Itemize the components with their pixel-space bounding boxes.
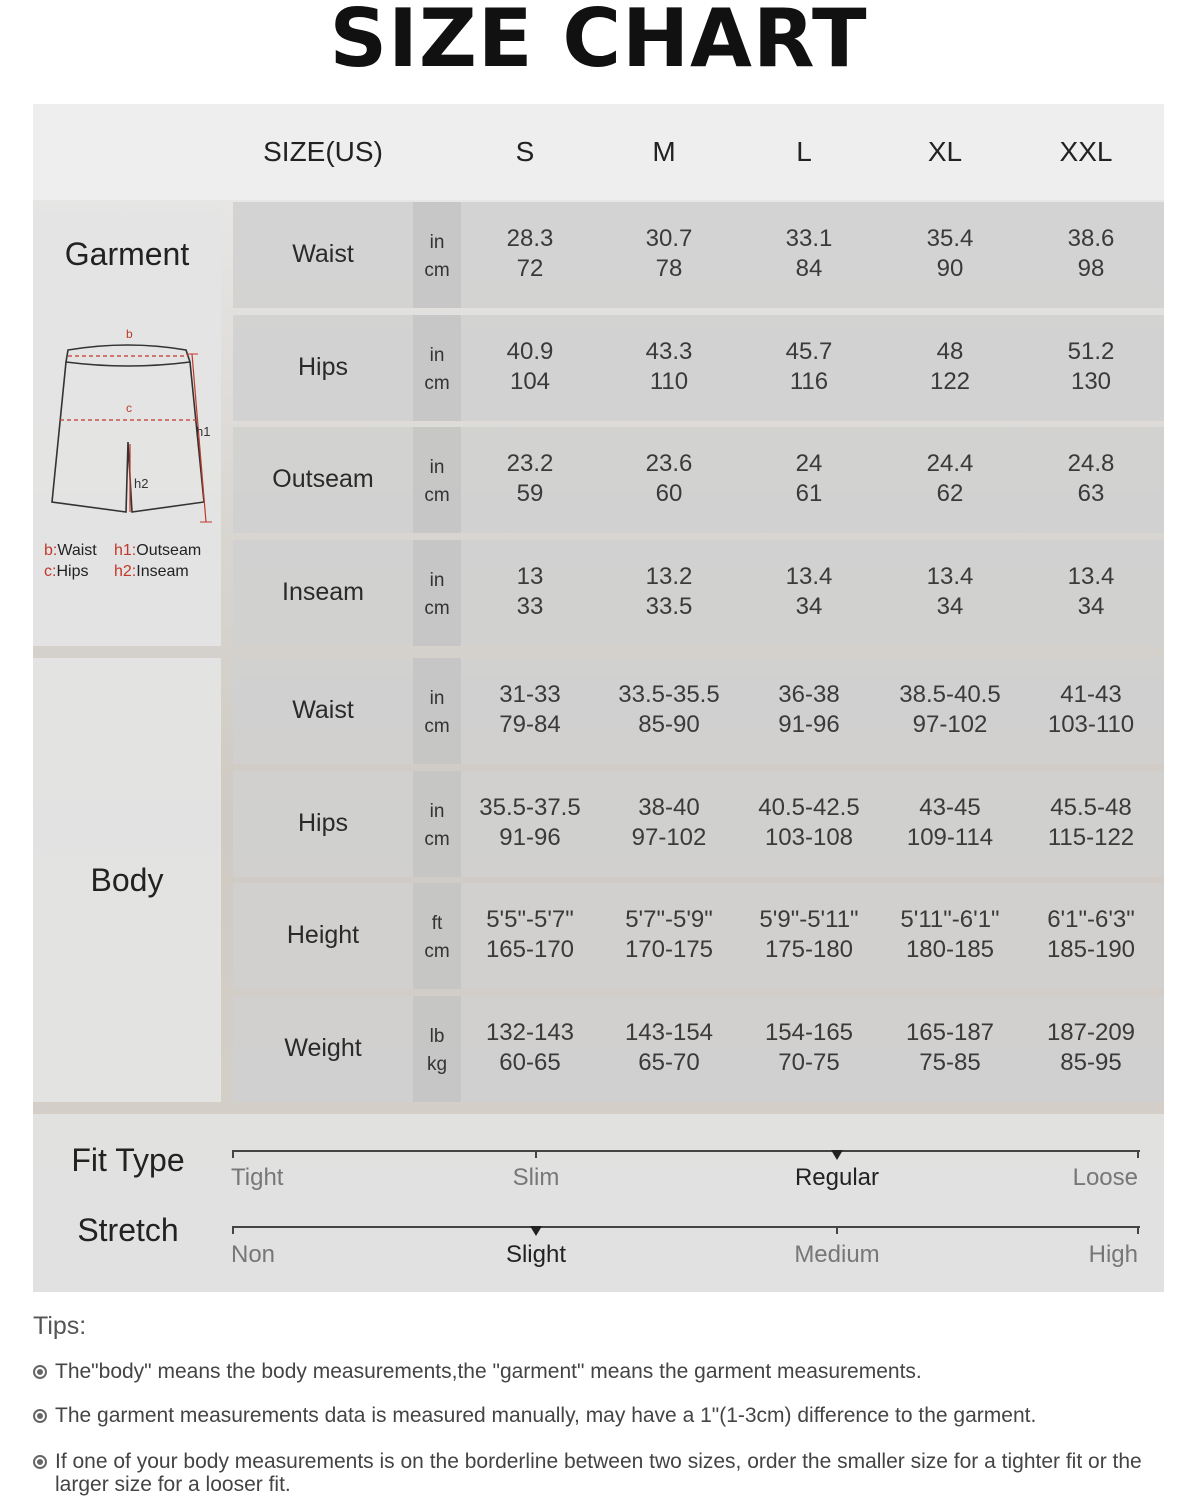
unit-label: in <box>429 457 445 478</box>
size-header-2: L <box>796 136 812 167</box>
stretch-marker-icon <box>530 1226 542 1236</box>
table-cell: 130 <box>1070 367 1112 395</box>
stretch-option-slight: Slight <box>505 1241 567 1268</box>
unit-strip <box>413 658 461 764</box>
table-cell: 38.5-40.5 <box>899 681 1001 708</box>
stretch-option-high: High <box>1088 1241 1138 1268</box>
table-cell: 40.5-42.5 <box>758 793 860 821</box>
fit_type-tick <box>535 1150 537 1158</box>
table-cell: 98 <box>1077 255 1105 282</box>
unit-label: cm <box>424 372 450 394</box>
fit_type-scale-line <box>233 1150 1140 1152</box>
tip-item <box>33 1404 1173 1427</box>
table-cell: 43-45 <box>919 793 981 821</box>
tip-item <box>33 1450 1173 1496</box>
table-cell: 33.5 <box>645 592 693 620</box>
table-cell: 103-108 <box>764 823 854 851</box>
table-cell: 70-75 <box>778 1048 840 1076</box>
table-cell: 62 <box>936 480 964 507</box>
table-cell: 65-70 <box>638 1048 700 1076</box>
body-measure-name: Height <box>286 921 360 949</box>
size-us-header: SIZE(US) <box>263 136 383 167</box>
legend-inseam: h2:Inseam <box>114 563 189 580</box>
table-cell: 45.5-48 <box>1050 793 1132 821</box>
table-cell: 110 <box>649 367 689 395</box>
stretch-label: Stretch <box>77 1212 179 1248</box>
bullet-icon <box>33 1455 47 1469</box>
unit-label: in <box>429 688 445 709</box>
table-cell: 23.2 <box>506 450 554 477</box>
table-cell: 34 <box>936 592 964 620</box>
unit-label: kg <box>426 1053 448 1075</box>
table-cell: 79-84 <box>499 711 561 738</box>
table-cell: 60-65 <box>499 1048 561 1076</box>
table-cell: 24.8 <box>1067 450 1115 477</box>
unit-strip <box>413 315 461 421</box>
fit_type-marker-icon <box>831 1150 843 1160</box>
table-cell: 90 <box>936 255 964 282</box>
table-cell: 85-90 <box>638 711 700 738</box>
bullet-icon <box>33 1365 47 1379</box>
table-cell: 13 <box>516 562 544 590</box>
unit-label: in <box>429 569 445 591</box>
table-cell: 13.2 <box>645 562 693 590</box>
table-cell: 61 <box>795 480 823 507</box>
table-cell: 13.4 <box>1067 562 1115 590</box>
legend-hips: c:Hips <box>44 563 89 580</box>
table-cell: 84 <box>795 255 823 282</box>
unit-strip <box>413 996 461 1102</box>
table-cell: 31-33 <box>499 681 561 708</box>
table-cell: 41-43 <box>1060 681 1122 708</box>
garment-label: Garment <box>64 236 190 272</box>
stretch-tick <box>1137 1226 1139 1234</box>
table-cell: 143-154 <box>624 1018 714 1046</box>
unit-strip <box>413 427 461 533</box>
table-cell: 34 <box>795 592 823 620</box>
fit_type-tick <box>1137 1150 1139 1158</box>
table-cell: 109-114 <box>906 823 994 851</box>
unit-label: in <box>429 800 445 822</box>
size-header-0: S <box>515 136 535 167</box>
unit-label: lb <box>429 1025 445 1047</box>
fit_type-tick <box>232 1150 234 1158</box>
unit-strip <box>413 883 461 989</box>
body-measure-name: Waist <box>292 696 354 724</box>
table-cell: 48 <box>936 337 964 365</box>
table-cell: 165-187 <box>905 1018 995 1046</box>
diagram-label-b: b <box>126 327 133 341</box>
fit_type-option-slim: Slim <box>512 1164 560 1191</box>
table-cell: 132-143 <box>485 1018 575 1046</box>
garment-measure-name: Inseam <box>282 577 364 606</box>
legend-waist: b:Waist <box>44 542 97 559</box>
page-title: SIZE CHART <box>329 0 868 85</box>
garment-measure-name: Outseam <box>272 465 374 493</box>
table-cell: 72 <box>516 255 544 282</box>
table-cell: 35.5-37.5 <box>479 793 581 821</box>
table-cell: 33.5-35.5 <box>618 681 720 708</box>
table-cell: 5'9"-5'11" <box>759 906 859 933</box>
size-header-3: XL <box>927 136 963 167</box>
table-cell: 24.4 <box>926 450 974 477</box>
table-cell: 5'7"-5'9" <box>625 906 713 933</box>
table-cell: 23.6 <box>645 450 693 477</box>
table-cell: 40.9 <box>506 337 554 365</box>
table-cell: 24 <box>795 450 823 477</box>
unit-label: cm <box>424 828 450 850</box>
table-cell: 85-95 <box>1060 1048 1122 1076</box>
table-cell: 36-38 <box>778 681 840 708</box>
diagram-label-h1: h1 <box>196 424 211 439</box>
table-cell: 63 <box>1077 480 1105 507</box>
table-cell: 13.4 <box>785 562 833 590</box>
fit_type-option-loose: Loose <box>1072 1164 1138 1191</box>
tip-text: The garment measurements data is measured manually, may have a 1"(1-3cm) difference to the garment. <box>55 1404 1037 1427</box>
tips-title: Tips: <box>33 1312 87 1340</box>
tip-item <box>33 1360 1173 1383</box>
table-cell: 97-102 <box>631 823 707 851</box>
table-cell: 5'5"-5'7" <box>486 906 574 933</box>
table-cell: 28.3 <box>506 225 554 252</box>
body-measure-name: Weight <box>284 1033 362 1062</box>
shorts-diagram-icon <box>40 322 220 532</box>
table-cell: 33 <box>516 592 544 620</box>
table-cell: 185-190 <box>1046 936 1136 963</box>
stretch-option-medium: Medium <box>794 1241 880 1268</box>
table-cell: 6'1"-6'3" <box>1047 906 1135 933</box>
stretch-scale-line <box>233 1226 1140 1228</box>
size-header-1: M <box>652 136 676 167</box>
table-cell: 60 <box>655 480 683 507</box>
legend-outseam: h1:Outseam <box>114 542 202 559</box>
unit-label: cm <box>424 941 450 962</box>
table-cell: 180-185 <box>905 936 995 963</box>
table-cell: 51.2 <box>1067 337 1115 365</box>
unit-strip <box>413 771 461 877</box>
unit-label: cm <box>424 260 450 281</box>
table-cell: 43.3 <box>645 337 693 365</box>
table-cell: 187-209 <box>1046 1018 1136 1046</box>
table-cell: 103-110 <box>1047 711 1135 738</box>
unit-label: ft <box>431 913 443 934</box>
table-cell: 175-180 <box>764 936 854 963</box>
unit-label: cm <box>424 485 450 506</box>
table-cell: 116 <box>789 367 829 395</box>
tip-text: If one of your body measurements is on the borderline between two sizes, order the smaller size for a tighter fit or the larger size for a looser fit. <box>55 1450 1142 1496</box>
table-cell: 75-85 <box>919 1048 981 1076</box>
diagram-label-c: c <box>126 401 132 415</box>
table-cell: 33.1 <box>785 225 833 252</box>
unit-strip <box>413 202 461 308</box>
garment-measure-name: Hips <box>297 352 348 381</box>
unit-strip <box>413 540 461 646</box>
size-header-4: XXL <box>1059 136 1113 167</box>
table-cell: 78 <box>655 255 683 282</box>
table-cell: 38-40 <box>638 793 700 821</box>
table-cell: 170-175 <box>624 936 714 963</box>
body-label: Body <box>90 862 164 898</box>
table-cell: 13.4 <box>926 562 974 590</box>
table-cell: 5'11"-6'1" <box>900 906 1000 933</box>
table-cell: 34 <box>1077 592 1105 620</box>
fit_type-option-regular: Regular <box>794 1164 880 1191</box>
fit-type-label: Fit Type <box>71 1142 185 1178</box>
tip-text: The"body" means the body measurements,the "garment" means the garment measurements. <box>55 1360 922 1383</box>
table-cell: 91-96 <box>499 823 561 851</box>
stretch-option-non: Non <box>231 1241 276 1268</box>
table-cell: 97-102 <box>912 711 988 738</box>
fit_type-option-tight: Tight <box>231 1164 284 1191</box>
table-cell: 59 <box>516 480 544 507</box>
unit-label: in <box>429 232 445 253</box>
bullet-icon <box>33 1409 47 1423</box>
table-cell: 91-96 <box>778 711 840 738</box>
table-cell: 104 <box>509 367 551 395</box>
table-cell: 35.4 <box>926 225 974 252</box>
stretch-tick <box>232 1226 234 1234</box>
table-cell: 165-170 <box>485 936 575 963</box>
body-measure-name: Hips <box>297 808 348 837</box>
diagram-label-h2: h2 <box>134 476 149 491</box>
table-cell: 122 <box>929 367 971 395</box>
unit-label: in <box>429 344 445 366</box>
table-cell: 30.7 <box>645 225 693 252</box>
stretch-tick <box>836 1226 838 1234</box>
table-cell: 115-122 <box>1047 823 1135 851</box>
garment-measure-name: Waist <box>292 240 354 268</box>
unit-label: cm <box>424 597 450 619</box>
table-cell: 154-165 <box>764 1018 854 1046</box>
table-cell: 38.6 <box>1067 225 1115 252</box>
unit-label: cm <box>424 716 450 737</box>
table-cell: 45.7 <box>785 337 833 365</box>
